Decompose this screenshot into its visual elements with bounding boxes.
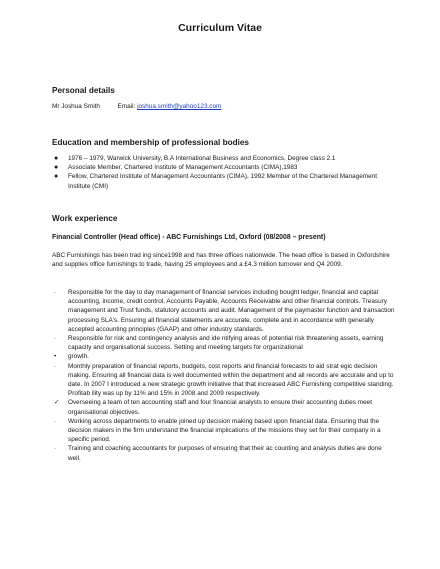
bullet-icon: •	[54, 353, 57, 361]
education-list	[52, 154, 400, 191]
personal-details-heading: Personal details	[52, 86, 115, 95]
personal-details-line	[52, 102, 392, 111]
check-icon: ✓	[54, 399, 60, 407]
name-text: Mr Joshua Smith	[52, 103, 100, 110]
bullet-icon: ●	[54, 164, 59, 172]
education-item: ● 1976 – 1979, Warwick University, B.A International Business and Economics, Degree class 2.1	[54, 155, 336, 162]
email-label: Email:	[117, 103, 136, 110]
bullet-icon: ·	[54, 362, 57, 370]
email-link[interactable]: joshua.smith@yahoo123.com	[137, 103, 222, 110]
education-item: ● Fellow, Chartered Institute of Management Accountants (CIMA), 1992 Member of the Chartered Management Institute (CMI)	[54, 173, 378, 190]
duty-item: · Responsible for the day to day management of financial services including bought ledger, financial and capital accounting, income, credit control, Accounts Payable, Accounts Receivable and other financial controls. Treasury management and Trust funds, statutory accounts and audit. Management of the paymaster function and transaction processing SLA's. Ensuring all financial statements are accurate, complete and in accordance with generally accepted accounting principles (GAAP) and other industry standards.	[54, 289, 395, 333]
work-duties-list	[52, 288, 396, 463]
duty-item: • growth.	[54, 353, 89, 361]
page-title: Curriculum Vitae	[178, 22, 262, 34]
bullet-icon: ·	[54, 289, 57, 296]
job-title: Financial Controller (Head office) - ABC Furnishings Ltd, Oxford (08/2008 – present)	[52, 234, 326, 241]
bullet-icon: ·	[54, 417, 57, 425]
bullet-icon: ●	[54, 155, 59, 162]
education-item: ● Associate Member, Chartered Institute of Management Accountants (CIMA),1983	[54, 164, 298, 172]
duty-item: · Monthly preparation of financial reports, budgets, cost reports and financial forecasts to aid strat egic decision making. Ensuring all financial data is well documented within the department and all records are accurate and up to date. In 2007 I introduced a new strategic growth initiative that that increased ABC Furnishing competitive standing. Profitab ility was up by 11% and 15% in 2008 and 2009 respectively.	[54, 362, 394, 398]
education-heading: Education and membership of professional bodies	[52, 138, 249, 147]
duty-item: · Training and coaching accountants for purposes of ensuring that their ac counting and analysis duties are done well.	[54, 445, 382, 462]
duty-item: · Responsible for risk and contingency analysis and ide ntifying areas of potential risk threatening assets, earning capacity and organisational success. Setting and meeting targets for organizational	[54, 335, 384, 352]
bullet-icon: ·	[54, 335, 57, 343]
work-experience-heading: Work experience	[52, 214, 118, 223]
bullet-icon: ●	[54, 173, 59, 181]
duty-item: ✓ Overseeing a team of ten accounting staff and four financial analysts to ensure their accounting duties meet organisational objectives.	[54, 399, 372, 416]
bullet-icon: ·	[54, 445, 57, 453]
duty-item: · Working across departments to enable joined up decision making based upon financial data. Ensuring that the decision makers in the firm understand the financial implications of the missions they set for their company in a specific period.	[54, 417, 381, 444]
company-intro: ABC Furnishings has been trad ing since1998 and has three offices nationwide. The head office is based in Oxfordshire and supplies office furnishings to trade, having 25 employees and a £4.3 million turnover end Q4 2009.	[52, 252, 390, 269]
